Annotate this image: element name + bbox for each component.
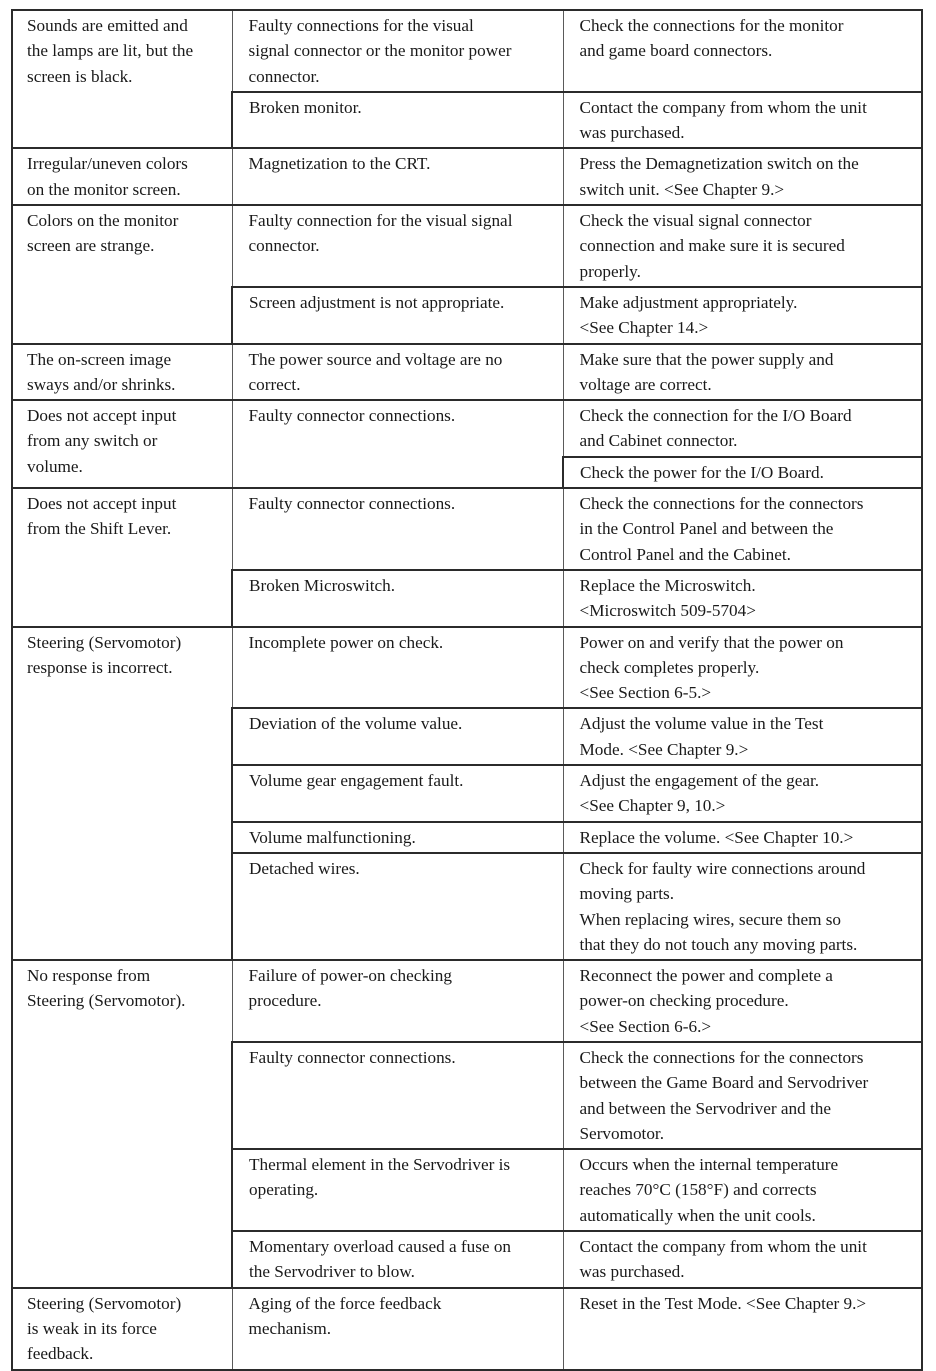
cause-cell: Magnetization to the CRT.	[232, 148, 563, 205]
remedy-cell: Occurs when the internal temperature reaches 70°C (158°F) and corrects automatically when the unit cools.	[563, 1149, 922, 1231]
cause-cell: Aging of the force feedback mechanism.	[232, 1288, 563, 1370]
table-row	[12, 1288, 922, 1370]
cause-cell: The power source and voltage are no correct.	[232, 344, 563, 401]
table-group	[12, 10, 922, 148]
cause-cell: Deviation of the volume value.	[232, 708, 563, 765]
symptom-cell: Sounds are emitted and the lamps are lit, but the screen is black.	[12, 10, 232, 148]
remedy-cell: Check the connections for the connectors in the Control Panel and between the Control Panel and the Cabinet.	[563, 488, 922, 570]
cause-cell: Faulty connections for the visual signal connector or the monitor power connector.	[232, 10, 563, 92]
remedy-cell: Power on and verify that the power on check completes properly. <See Section 6-5.>	[563, 627, 922, 709]
table-row	[12, 10, 922, 92]
remedy-cell: Make adjustment appropriately. <See Chapter 14.>	[563, 287, 922, 344]
cause-cell: Broken Microswitch.	[232, 570, 563, 627]
cause-cell: Thermal element in the Servodriver is operating.	[232, 1149, 563, 1231]
table-group	[12, 627, 922, 961]
symptom-cell: Steering (Servomotor) is weak in its force feedback.	[12, 1288, 232, 1370]
cause-cell: Momentary overload caused a fuse on the Servodriver to blow.	[232, 1231, 563, 1288]
cause-cell: Incomplete power on check.	[232, 627, 563, 709]
symptom-cell: Colors on the monitor screen are strange.	[12, 205, 232, 343]
troubleshooting-table	[11, 9, 923, 1371]
cause-cell: Faulty connector connections.	[232, 1042, 563, 1149]
remedy-cell: Check for faulty wire connections around moving parts. When replacing wires, secure them so that they do not touch any moving parts.	[563, 853, 922, 960]
symptom-cell: Does not accept input from the Shift Lever.	[12, 488, 232, 626]
symptom-cell: Irregular/uneven colors on the monitor screen.	[12, 148, 232, 205]
remedy-cell: Check the connection for the I/O Board and Cabinet connector.	[563, 400, 922, 457]
remedy-cell: Make sure that the power supply and voltage are correct.	[563, 344, 922, 401]
table-group	[12, 205, 922, 343]
remedy-cell: Check the power for the I/O Board.	[563, 457, 922, 488]
remedy-cell: Contact the company from whom the unit was purchased.	[563, 1231, 922, 1288]
table-row	[12, 205, 922, 287]
cause-cell: Screen adjustment is not appropriate.	[232, 287, 563, 344]
table-group	[12, 400, 922, 488]
remedy-cell: Reset in the Test Mode. <See Chapter 9.>	[563, 1288, 922, 1370]
table-row	[12, 344, 922, 401]
table-group	[12, 488, 922, 626]
table-group	[12, 1288, 922, 1370]
table-row	[12, 960, 922, 1042]
cause-cell: Volume malfunctioning.	[232, 822, 563, 853]
table-row	[12, 627, 922, 709]
symptom-cell: Does not accept input from any switch or volume.	[12, 400, 232, 488]
table-row	[12, 488, 922, 570]
cause-cell: Failure of power-on checking procedure.	[232, 960, 563, 1042]
table-row	[12, 148, 922, 205]
cause-cell: Faulty connector connections.	[232, 488, 563, 570]
remedy-cell: Check the connections for the monitor and game board connectors.	[563, 10, 922, 92]
remedy-cell: Replace the volume. <See Chapter 10.>	[563, 822, 922, 853]
remedy-cell: Contact the company from whom the unit was purchased.	[563, 92, 922, 149]
remedy-cell: Check the visual signal connector connection and make sure it is secured properly.	[563, 205, 922, 287]
cause-cell: Faulty connector connections.	[232, 400, 563, 488]
symptom-cell: Steering (Servomotor) response is incorrect.	[12, 627, 232, 961]
remedy-cell: Reconnect the power and complete a power-on checking procedure. <See Section 6-6.>	[563, 960, 922, 1042]
cause-cell: Broken monitor.	[232, 92, 563, 149]
troubleshooting-page	[11, 9, 921, 1371]
remedy-cell: Adjust the engagement of the gear. <See Chapter 9, 10.>	[563, 765, 922, 822]
remedy-cell: Check the connections for the connectors between the Game Board and Servodriver and between the Servodriver and the Servomotor.	[563, 1042, 922, 1149]
cause-cell: Volume gear engagement fault.	[232, 765, 563, 822]
remedy-cell: Adjust the volume value in the Test Mode. <See Chapter 9.>	[563, 708, 922, 765]
table-row	[12, 400, 922, 457]
symptom-cell: The on-screen image sways and/or shrinks.	[12, 344, 232, 401]
table-group	[12, 344, 922, 401]
table-group	[12, 960, 922, 1288]
remedy-cell: Replace the Microswitch. <Microswitch 509-5704>	[563, 570, 922, 627]
cause-cell: Detached wires.	[232, 853, 563, 960]
remedy-cell: Press the Demagnetization switch on the switch unit. <See Chapter 9.>	[563, 148, 922, 205]
symptom-cell: No response from Steering (Servomotor).	[12, 960, 232, 1288]
cause-cell: Faulty connection for the visual signal connector.	[232, 205, 563, 287]
table-group	[12, 148, 922, 205]
